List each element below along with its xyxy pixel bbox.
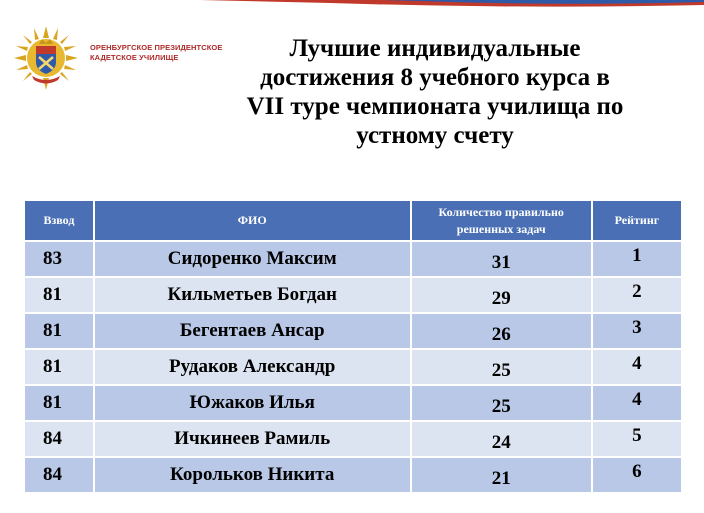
school-name-line1: ОРЕНБУРГСКОЕ ПРЕЗИДЕНТСКОЕ <box>90 43 223 52</box>
cell-platoon: 81 <box>25 350 93 384</box>
column-header-rank: Рейтинг <box>593 201 681 240</box>
table-row <box>25 242 681 276</box>
cell-platoon: 81 <box>25 386 93 420</box>
results-table <box>23 199 683 494</box>
cell-name: Южаков Илья <box>95 386 410 420</box>
cell-name: Кильметьев Богдан <box>95 278 410 312</box>
cell-count: 26 <box>412 314 591 348</box>
page-title: Лучшие индивидуальные достижения 8 учебного курса в VII туре чемпионата училища по устному счету <box>246 35 624 149</box>
top-decorative-stripe <box>0 0 704 22</box>
cell-rank: 2 <box>593 278 681 312</box>
cell-count: 21 <box>412 458 591 492</box>
cell-name: Сидоренко Максим <box>95 242 410 276</box>
cell-count: 25 <box>412 350 591 384</box>
cell-name: Рудаков Александр <box>95 350 410 384</box>
cell-count: 31 <box>412 242 591 276</box>
cell-rank: 4 <box>593 350 681 384</box>
school-name-line2: КАДЕТСКОЕ УЧИЛИЩЕ <box>90 53 179 62</box>
column-header-count: Количество правильно решенных задач <box>412 201 591 240</box>
cell-rank: 4 <box>593 386 681 420</box>
cell-rank: 3 <box>593 314 681 348</box>
cell-name: Корольков Никита <box>95 458 410 492</box>
cell-count: 25 <box>412 386 591 420</box>
cell-name: Бегентаев Ансар <box>95 314 410 348</box>
cell-rank: 6 <box>593 458 681 492</box>
cell-count: 24 <box>412 422 591 456</box>
column-header-name: ФИО <box>95 201 410 240</box>
cell-platoon: 81 <box>25 314 93 348</box>
school-emblem-logo <box>12 24 80 92</box>
cell-rank: 5 <box>593 422 681 456</box>
table-row <box>25 422 681 456</box>
cell-platoon: 84 <box>25 422 93 456</box>
column-header-platoon: Взвод <box>25 201 93 240</box>
cell-count: 29 <box>412 278 591 312</box>
table-row <box>25 350 681 384</box>
cell-platoon: 81 <box>25 278 93 312</box>
cell-rank: 1 <box>593 242 681 276</box>
cell-platoon: 83 <box>25 242 93 276</box>
table-header-row <box>25 201 681 240</box>
cell-name: Ичкинеев Рамиль <box>95 422 410 456</box>
school-name <box>90 43 250 63</box>
table-row <box>25 386 681 420</box>
table-row <box>25 314 681 348</box>
table-row <box>25 458 681 492</box>
table-row <box>25 278 681 312</box>
cell-platoon: 84 <box>25 458 93 492</box>
